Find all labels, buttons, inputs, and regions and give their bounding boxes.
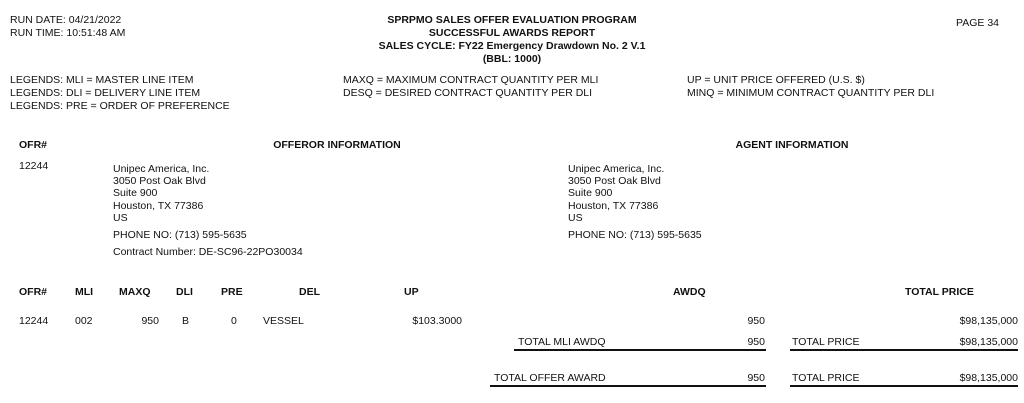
row-up: $103.3000 [412,315,462,327]
row-pre: 0 [231,315,237,327]
offeror-address-1: 3050 Post Oak Blvd [113,175,206,187]
offeror-name: Unipec America, Inc. [113,163,210,175]
total-offer-awdq-underline [490,385,766,387]
offeror-phone: PHONE NO: (713) 595-5635 [113,229,247,241]
legend-pre: LEGENDS: PRE = ORDER OF PREFERENCE [10,100,230,112]
run-date: RUN DATE: 04/21/2022 [10,14,122,26]
col-header-ofr: OFR# [19,286,48,298]
row-ofr: 12244 [19,315,49,327]
legend-up: UP = UNIT PRICE OFFERED (U.S. $) [687,74,865,86]
offeror-city: Houston, TX 77386 [113,200,204,212]
agent-address-2: Suite 900 [568,187,613,199]
total-mli-awdq-value: 950 [747,336,765,348]
offeror-info-header: OFFEROR INFORMATION [273,139,401,151]
legend-minq: MINQ = MINIMUM CONTRACT QUANTITY PER DLI [687,87,935,99]
legend-mli: LEGENDS: MLI = MASTER LINE ITEM [10,74,194,86]
total-mli-awdq-underline [514,349,766,351]
row-maxq: 950 [141,315,159,327]
legend-maxq: MAXQ = MAXIMUM CONTRACT QUANTITY PER MLI [343,74,599,86]
total-mli-price-label: TOTAL PRICE [792,336,860,348]
total-offer-price-label: TOTAL PRICE [792,372,860,384]
offeror-address-2: Suite 900 [113,187,158,199]
agent-info-header: AGENT INFORMATION [735,139,849,151]
report-title-sales-cycle: SALES CYCLE: FY22 Emergency Drawdown No. 2 V.1 [378,40,646,52]
legend-desq: DESQ = DESIRED CONTRACT QUANTITY PER DLI [343,87,593,99]
ofr-header: OFR# [19,139,48,151]
col-header-awdq: AWDQ [673,286,706,298]
offeror-ofr-number: 12244 [19,160,49,172]
report-title-program: SPRPMO SALES OFFER EVALUATION PROGRAM [387,14,637,26]
total-mli-awdq-label: TOTAL MLI AWDQ [518,336,606,348]
agent-country: US [568,212,583,224]
agent-address-1: 3050 Post Oak Blvd [568,175,661,187]
report-title-awards: SUCCESSFUL AWARDS REPORT [428,27,596,39]
page-number: PAGE 34 [956,17,999,29]
agent-city: Houston, TX 77386 [568,200,659,212]
col-header-del: DEL [299,286,320,298]
offeror-country: US [113,212,128,224]
col-header-total-price: TOTAL PRICE [905,286,974,298]
total-mli-price-underline [790,349,1018,351]
row-dli: B [182,315,190,327]
report-title-bbl: (BBL: 1000) [482,53,542,65]
row-mli: 002 [75,315,93,327]
legend-dli: LEGENDS: DLI = DELIVERY LINE ITEM [10,87,201,99]
total-offer-award-label: TOTAL OFFER AWARD [494,372,606,384]
col-header-up: UP [404,286,419,298]
col-header-pre: PRE [221,286,243,298]
row-del: VESSEL [263,315,304,327]
run-time: RUN TIME: 10:51:48 AM [10,27,126,39]
offeror-contract-number: Contract Number: DE-SC96-22PO30034 [113,246,303,258]
col-header-mli: MLI [75,286,94,298]
total-offer-price-value: $98,135,000 [959,372,1018,384]
col-header-dli: DLI [176,286,193,298]
col-header-maxq: MAXQ [119,286,151,298]
agent-phone: PHONE NO: (713) 595-5635 [568,229,702,241]
row-total-price: $98,135,000 [959,315,1018,327]
agent-name: Unipec America, Inc. [568,163,665,175]
total-offer-price-underline [790,385,1018,387]
row-awdq: 950 [747,315,765,327]
total-offer-awdq-value: 950 [747,372,765,384]
total-mli-price-value: $98,135,000 [959,336,1018,348]
